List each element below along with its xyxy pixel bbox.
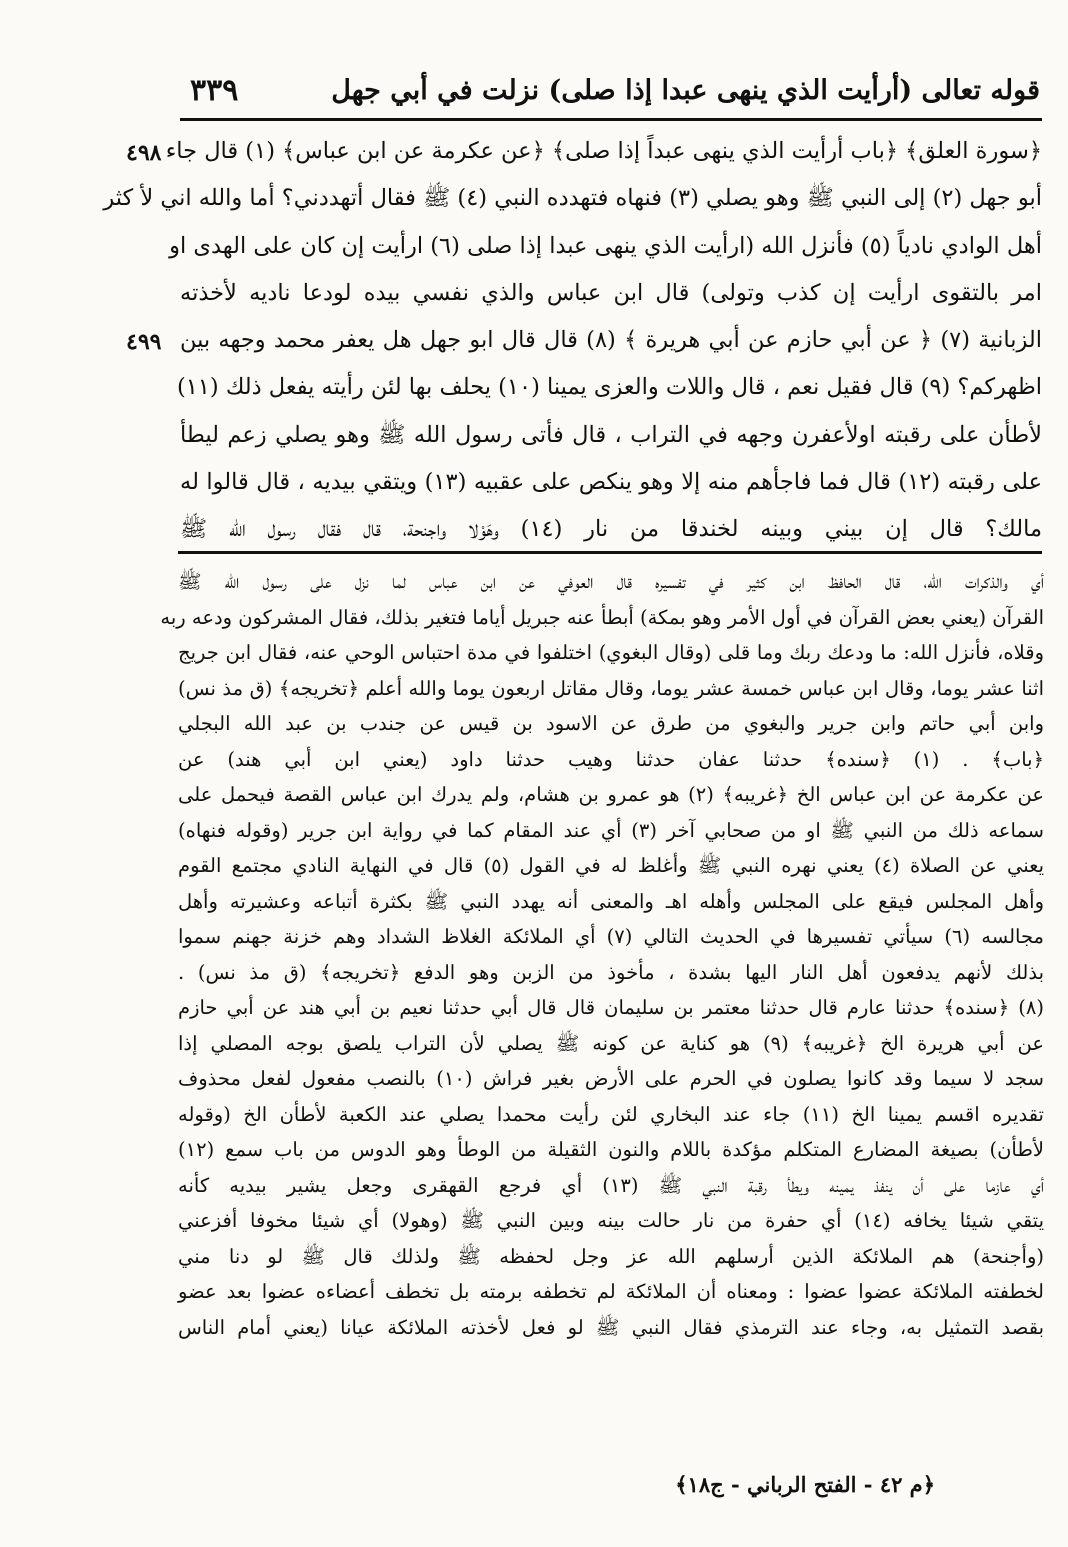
footnote-line: يعني عن الصلاة (٤) يعني نهره النبي ﷺ وأغلظ له في القول (٥) قال في النهاية النادي مجتمع القوم: [178, 854, 1044, 877]
page-header: [180, 70, 1040, 110]
hadith-number-499: ٤٩٩: [126, 329, 162, 355]
hadith-number-498: ٤٩٨: [126, 140, 162, 166]
header-rule: [180, 118, 1042, 121]
main-line: الزبانية (٧) ﴿ عن أبي حازم عن أبي هريرة ﴾ (٨) قال قال ابو جهل هل يعفر محمد وجهه بين: [180, 327, 1042, 354]
footnote-line: وأهل المجلس فيقع على المجلس وأهله اهـ والمعنى أنه يهدد النبي ﷺ بكثرة أتباعه وعشيرته وأهل: [178, 889, 1044, 913]
footnote-line: بقصد التمثيل به، وجاء عند الترمذي فقال النبي ﷺ لو فعل لأخذته الملائكة عيانا (يعني أمام الناس: [178, 1315, 1044, 1339]
footnote-rule: [178, 551, 1042, 554]
main-line: امر بالتقوى ارأيت إن كذب وتولى) قال ابن عباس والذي نفسي بيده لودعا ناديه لأخذته: [180, 279, 1042, 306]
page-title: قوله تعالى (أرأيت الذي ينهى عبدا إذا صلى) نزلت في أبي جهل: [331, 74, 1040, 106]
footnote-line: عن عكرمة عن ابن عباس الخ ﴿غريبه﴾ (٢) هو عمرو بن هشام، ولم يدرك ابن عباس القصة فيحمل على: [178, 783, 1044, 806]
footnote-line: القرآن (يعني بعض القرآن في أول الأمر وهو بمكة) أبطأ عنه جبريل أياما فتغير بذلك، فقال المشركون ودعه ربه: [160, 605, 1044, 629]
footnote-line: أي والذكرات الله، قال الحافظ ابن كثير في تفسيره قال العوفي عن ابن عباس لما نزل على رسول الله ﷺ: [178, 570, 1044, 593]
footnote-line: يتقي شيئا يخافه (١٤) أي حفرة من نار حالت بينه وبين النبي ﷺ (وهولا) أي شيئا مخوفا أفزعني: [178, 1209, 1044, 1232]
footnote-line: سجد لا سيما وقد كانوا يصلون في الحرم على الأرض بغير فراش (١٠) بالنصب مفعول لفعل محذوف: [178, 1067, 1044, 1090]
footnote-line: (٨) ﴿سنده﴾ حدثنا عارم قال حدثنا معتمر بن سليمان قال قال أبي حدثنا نعيم بن أبي هند عن أبي حازم: [178, 996, 1044, 1019]
footnote-line: ﴿باب﴾ . (١) ﴿سنده﴾ حدثنا عفان حدثنا وهيب حدثنا داود (يعني ابن أبي هند) عن: [178, 747, 1044, 771]
volume-signature: ﴿م ٤٢ - الفتح الرباني - ج١٨﴾: [675, 1472, 935, 1497]
footnote-line: تقديره اقسم يمينا الخ (١١) جاء عند البخاري لئن رأيت محمدا يصلي عند الكعبة لأطأن الخ (وقوله: [178, 1102, 1044, 1126]
main-line: لأطأن على رقبته اولأعفرن وجهه في التراب ، قال فأتى رسول الله ﷺ وهو يصلي زعم ليطأ: [180, 421, 1042, 448]
footnote-line: مجالسه (٦) سيأتي تفسيرها في الحديث التالي (٧) أي الملائكة الغلاظ الشداد وهم خزنة جهنم سموا: [178, 925, 1045, 948]
main-line: مالك؟ قال إن بيني وبينه لخندقا من نار (١٤) وهَوْلا واجنحة، قال فقال رسول الله ﷺ: [180, 516, 1042, 543]
footnote-line: اثنا عشر يوما، وقال ابن عباس خمسة عشر يوما، وقال مقاتل اربعون يوما والله أعلم ﴿تخريجه﴾ (ق مذ نس): [178, 676, 1044, 700]
footnote-line: (وأجنحة) هم الملائكة الذين أرسلهم الله عز وجل لحفظه ﷺ ولذلك قال ﷺ لو دنا مني: [178, 1244, 1044, 1268]
footnote-line: لخطفته الملائكة عضوا عضوا : ومعناه أن الملائكة لم تخطفه برمته بل تخطف أعضاءه عضوا بعد عضو: [178, 1280, 1044, 1303]
main-line: أبو جهل (٢) إلى النبي ﷺ وهو يصلي (٣) فنهاه فتهدده النبي (٤) ﷺ فقال أتهددني؟ أما والله اني لأ كثر: [103, 185, 1042, 212]
footnote-line: وابن أبي حاتم وابن جرير والبغوي من طرق عن الاسود بن قيس عن جندب بن عبد الله البجلي: [178, 712, 1045, 735]
footnotes: [160, 564, 1045, 1345]
footnote-line: وقلاه، فأنزل الله: ما ودعك ربك وما قلى (وقال البغوي) اختلفوا في مدة احتباس الوحي عنه، فقال ابن جريج: [178, 641, 1044, 664]
main-line: ﴿سورة العلق﴾ ﴿باب أرأيت الذي ينهى عبداً إذا صلى﴾ ﴿عن عكرمة عن ابن عباس﴾ (١) قال جاء: [165, 138, 1042, 164]
footnote-line: بذلك لأنهم يدفعون أهل النار اليها بشدة ، مأخوذ من الزبن وهو الدفع ﴿تخريجه﴾ (ق مذ نس) .: [178, 960, 1044, 984]
main-line: اظهركم؟ (٩) قال فقيل نعم ، قال واللات والعزى يمينا (١٠) يحلف بها لئن رأيته يفعل ذلك (١١): [176, 374, 1042, 401]
main-line: أهل الوادي نادياً (٥) فأنزل الله (ارأيت الذي ينهى عبدا إذا صلى (٦) ارأيت إن كان على الهدى او: [169, 232, 1042, 259]
page-number: ٣٣٩: [190, 72, 239, 108]
footnote-line: أي عازما على أن ينفذ يمينه ويطأ رقبة النبي ﷺ (١٣) أي فرجع القهقرى وجعل يشير بيديه كأنه: [178, 1173, 1045, 1197]
footnote-line: عن أبي هريرة الخ ﴿غريبه﴾ (٩) هو كناية عن كونه ﷺ يصلي لأن التراب يلصق بوجه المصلي إذا: [178, 1031, 1044, 1055]
footnote-line: سماعه ذلك من النبي ﷺ او من صحابي آخر (٣) أي عند المقام كما في رواية ابن جرير (وقوله فنهاه): [178, 818, 1044, 842]
footnote-line: لأطأن) بصيغة المضارع المتكلم مؤكدة باللام والنون الثقيلة من الوطأ وهو الدوس من باب سمع (١٢): [178, 1138, 1044, 1161]
main-line: على رقبته (١٢) قال فما فاجأهم منه إلا وهو ينكص على عقبيه (١٣) ويتقي بيديه ، قال قالوا له: [180, 469, 1042, 496]
